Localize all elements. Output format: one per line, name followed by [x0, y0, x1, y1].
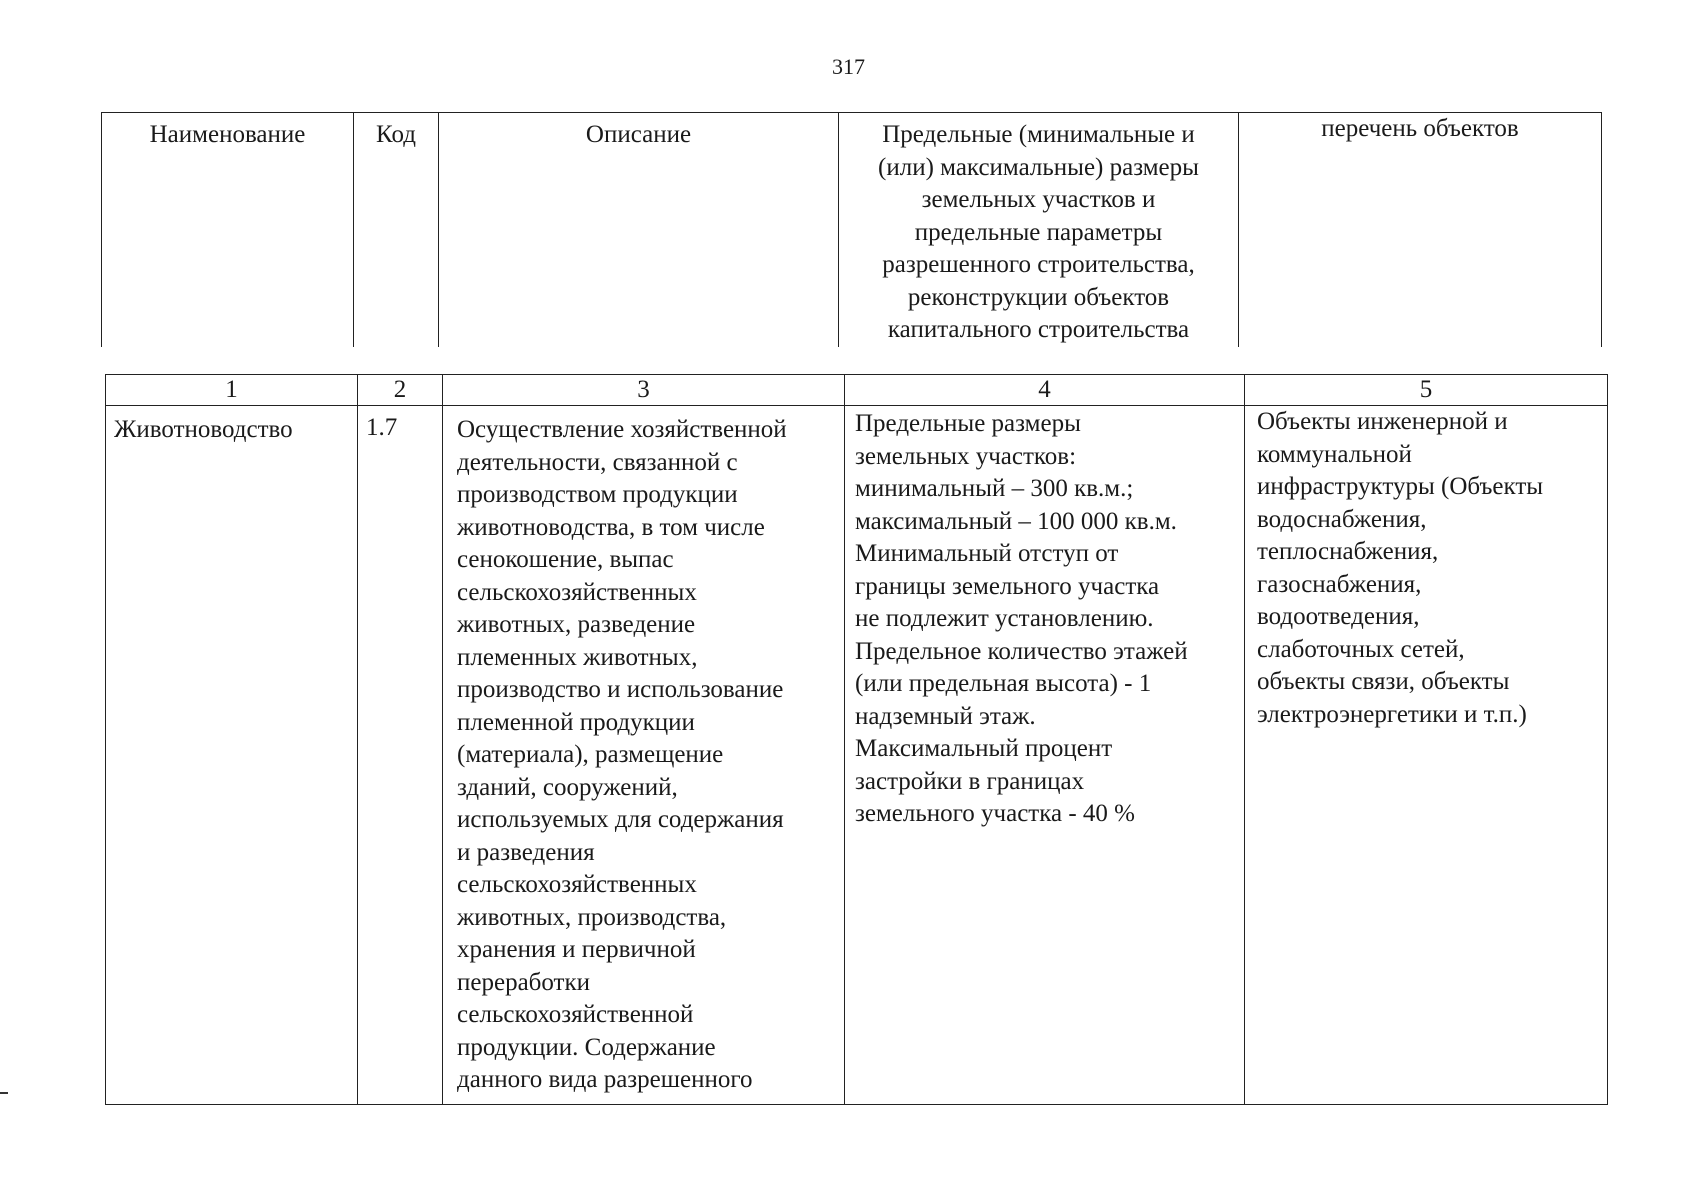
header-description-label: Описание: [585, 121, 692, 148]
row-objects: Объекты инженерной и коммунальной инфраструктуры (Объекты водоснабжения, теплоснабжения, газоснабжения, водоотведения, слаботочных сетей, объекты связи, объекты электроэнергетики и т.п.): [1257, 408, 1544, 728]
header-row: [102, 113, 1602, 347]
column-number-4: 4: [845, 375, 1245, 406]
header-parameters-label: Предельные (минимальные и (или) максимальные) размеры земельных участков и предельные параметры разрешенного строительства, реконструкции объектов капитального строительства: [878, 121, 1199, 343]
row-description: Осуществление хозяйственной деятельности, связанной с производством продукции животноводства, в том числе сенокошение, выпас сельскохозяйственных животных, разведение племенных животных, производство и использование племенной продукции (материала), размещение зданий, сооружений, используемых для содержания и разведения сельскохозяйственных животных, производства, хранения и первичной переработки сельскохозяйственной продукции. Содержание данного вида разрешенного: [457, 416, 787, 1093]
cell-objects: [1245, 406, 1608, 1105]
header-objects-label: перечень объектов: [1321, 115, 1519, 142]
table-body: [105, 374, 1608, 1105]
header-code-label: Код: [376, 121, 416, 148]
table-row: [106, 406, 1608, 1105]
cell-code: [358, 406, 443, 1105]
cell-parameters: [845, 406, 1245, 1105]
column-number-2: 2: [358, 375, 443, 406]
row-parameters: Предельные размеры земельных участков: минимальный – 300 кв.м.; максимальный – 100 000 кв.м. Минимальный отступ от границы земельного участка не подлежит установлению. Предельное количество этажей (или предельная высота) - 1 надземный этаж. Максимальный процент застройки в границах земельного участка - 40 %: [855, 410, 1188, 827]
column-number-3: 3: [443, 375, 845, 406]
header-cell-parameters: [839, 113, 1239, 347]
cell-description: [443, 406, 845, 1105]
table-header: [101, 112, 1602, 347]
header-cell-description: [439, 113, 839, 347]
page-number: 317: [832, 54, 865, 79]
header-name-label: Наименование: [149, 121, 306, 148]
column-numbers-row: [106, 375, 1608, 406]
header-cell-code: [354, 113, 439, 347]
header-cell-name: [102, 113, 354, 347]
header-cell-objects: [1239, 113, 1602, 347]
column-number-5: 5: [1245, 375, 1608, 406]
row-code: 1.7: [366, 414, 398, 441]
cell-name: [106, 406, 358, 1105]
margin-mark: [0, 1092, 8, 1094]
row-name: Животноводство: [114, 416, 293, 443]
column-number-1: 1: [106, 375, 358, 406]
